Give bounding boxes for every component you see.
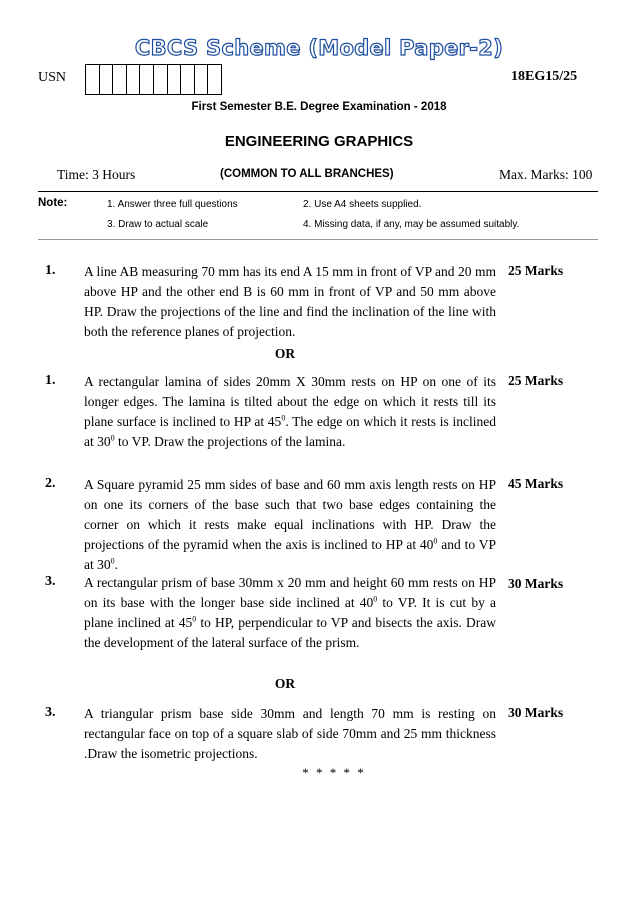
subject-title: ENGINEERING GRAPHICS [224,133,414,150]
note-item: 3. Draw to actual scale [107,219,209,230]
usn-box [126,64,141,95]
question-marks: 45 Marks [508,476,564,491]
question-number: 3. [45,705,56,720]
question-text: A line AB measuring 70 mm has its end A 15 mm in front of VP and 20 mm above HP and the other end B is 60 mm in front of VP and 50 mm above HP. Draw the projections of the line and find the inclination of the line with both the reference planes of projection. [84,264,496,339]
note-item: 1. Answer three full questions [107,199,238,210]
question-marks: 30 Marks [508,705,564,720]
usn-box [194,64,209,95]
question-marks: 25 Marks [508,373,564,388]
usn-label: USN [38,70,67,85]
usn-box [180,64,195,95]
usn-box [153,64,168,95]
question-text: A Square pyramid 25 mm sides of base and 60 mm axis length rests on HP on one its corners of the base such that two base edges containing the corner on which it rests make equal inclinations with HP. Draw the projections of the pyramid when the axis is inclined to HP at $40^0$ and to VP at $30^0$. [84,477,496,572]
usn-box [112,64,127,95]
note-label: Note: [38,197,68,209]
note-item: 4. Missing data, if any, may be assumed suitably. [303,219,520,230]
exam-title: First Semester B.E. Degree Examination - 2018 [191,101,447,113]
header-divider [38,191,598,192]
note-divider [38,239,598,240]
usn-box [85,64,100,95]
usn-box [139,64,154,95]
exam-duration: Time: 3 Hours [57,167,136,182]
question-text: A rectangular lamina of sides 20mm X 30mm rests on HP on one of its longer edges. The lamina is tilted about the edge on which it rests till its plane surface is inclined to HP at $45^0$. The edge on which it rests is inclined at $30^0$ to VP. Draw the projections of the lamina. [84,374,496,449]
max-marks: Max. Marks: 100 [499,167,593,182]
question-number: 1. [45,373,56,388]
paper-banner: CBCS Scheme (Model Paper-2) [134,36,504,60]
question-number: 2. [45,476,56,491]
or-separator: OR [274,676,296,691]
usn-box [207,64,222,95]
question-marks: 25 Marks [508,263,564,278]
question-text: A triangular prism base side 30mm and length 70 mm is resting on rectangular face on top of a square slab of side 70mm and 25 mm thickness .Draw the isometric projections. [84,706,496,761]
or-separator: OR [274,346,296,361]
usn-boxes [86,64,222,95]
subject-code: 18EG15/25 [511,69,578,84]
question-text: A rectangular prism of base 30mm x 20 mm and height 60 mm rests on HP on its base with the longer base side inclined at $40^0$ to VP. It is cut by a plane inclined at $45^0$ to HP, perpendicular to VP and bisects the axis. Draw the development of the lateral surface of the prism. [84,575,496,650]
note-item: 2. Use A4 sheets supplied. [303,199,422,210]
common-branches: (COMMON TO ALL BRANCHES) [220,168,394,180]
question-marks: 30 Marks [508,576,564,591]
end-of-paper-mark: * * * * * [302,765,366,780]
question-number: 3. [45,574,56,589]
question-number: 1. [45,263,56,278]
usn-box [167,64,182,95]
usn-box [99,64,114,95]
